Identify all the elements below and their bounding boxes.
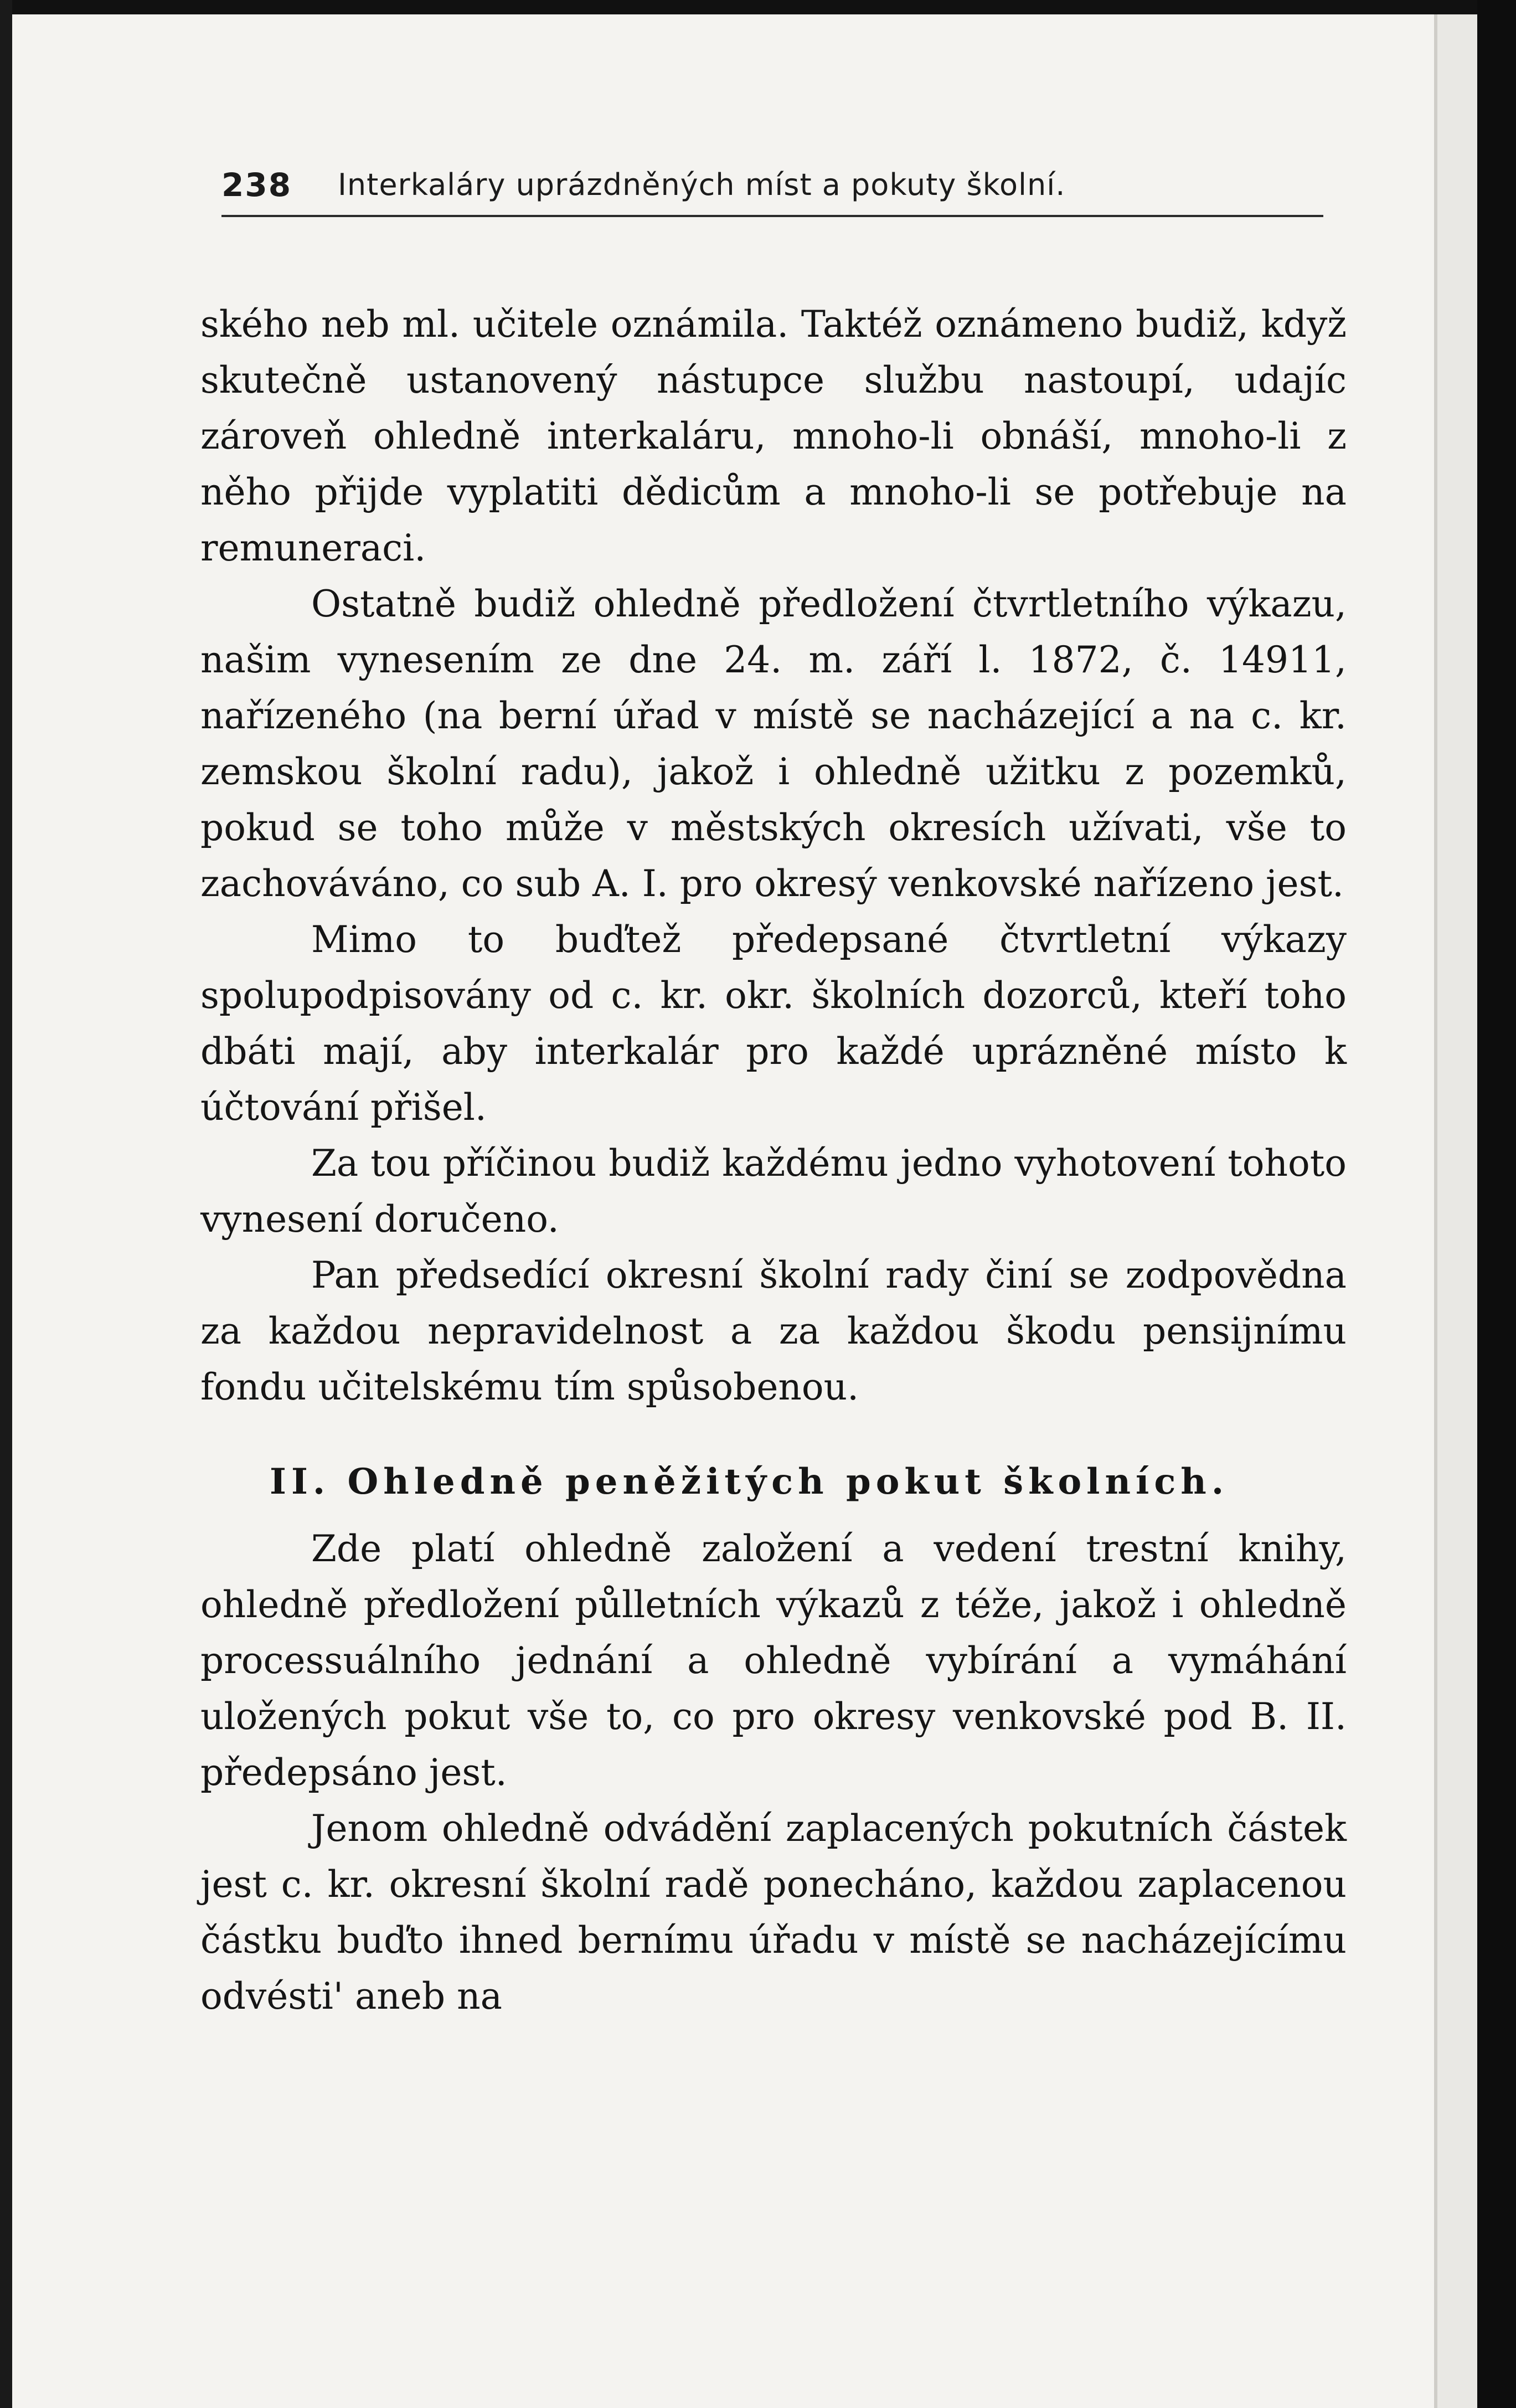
page-header — [221, 166, 1323, 222]
next-page-edge — [1434, 14, 1481, 2408]
paragraph: Jenom ohledně odvádění zaplacených pokutních částek jest c. kr. okresní školní radě ponecháno, každou zaplacenou částku buďto ihned bernímu úřadu v místě se nacházejícímu odvésti' aneb na — [200, 1807, 1347, 2018]
header-rule — [221, 215, 1323, 217]
scan-border-top — [0, 0, 1516, 14]
paragraph-continued: ského neb ml. učitele oznámila. Taktéž oznámeno budiž, když skutečně ustanovený nástupce službu nastoupí, udajíc zároveň ohledně interkaláru, mnoho-li obnáší, mnoho-li z něho přijde vyplatiti dědicům a mnoho-li se potřebuje na remuneraci. — [200, 303, 1347, 569]
paragraph: Zde platí ohledně založení a vedení trestní knihy, ohledně předložení půlletních výkazů z téže, jakož i ohledně processuálního jednání a ohledně vybírání a vymáhání uložených pokut vše to, co pro okresy venkovské pod B. II. předepsáno jest. — [200, 1527, 1347, 1794]
scan-border-left — [0, 0, 12, 2408]
page-number: 238 — [221, 166, 292, 204]
paragraph: Ostatně budiž ohledně předložení čtvrtletního výkazu, našim vynesením ze dne 24. m. září l. 1872, č. 14911, nařízeného (na berní úřad v místě se nacházející a na c. kr. zemskou školní radu), jakož i ohledně užitku z pozemků, pokud se toho může v městských okresích užívati, vše to zachováváno, co sub A. I. pro okresý venkovské nařízeno jest. — [200, 583, 1347, 905]
paragraph: Pan předsedící okresní školní rady činí se zodpovědna za každou nepravidelnost a za každou škodu pensijnímu fondu učitelskému tím spůsobenou. — [200, 1254, 1347, 1408]
paragraph: Za tou příčinou budiž každému jedno vyhotovení tohoto vynesení doručeno. — [200, 1142, 1347, 1241]
paragraph: Mimo to buďtež předepsané čtvrtletní výkazy spolupodpisovány od c. kr. okr. školních dozorců, kteří toho dbáti mají, aby interkalár pro každé uprázněné místo k účtování přišel. — [200, 918, 1347, 1129]
scan-border-right — [1477, 0, 1516, 2408]
page-body — [200, 296, 1347, 2024]
section-heading: II. Ohledně peněžitých pokut školních. — [270, 1461, 1229, 1503]
running-title: Interkaláry uprázdněných míst a pokuty školní. — [338, 167, 1066, 202]
